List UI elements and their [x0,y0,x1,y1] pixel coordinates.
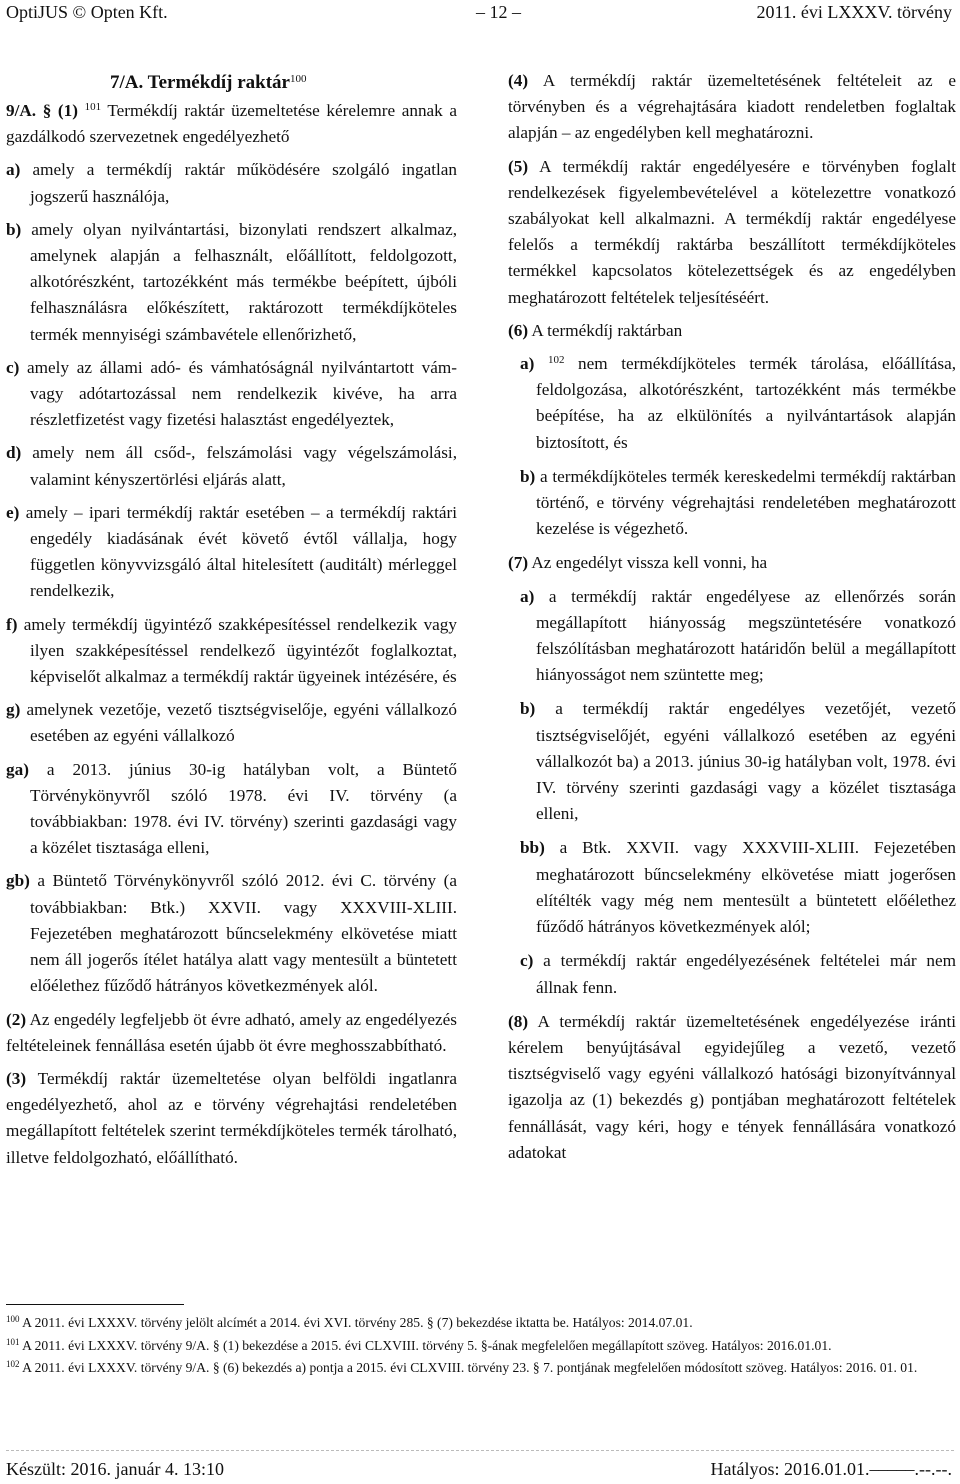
paragraph-4: (4) A termékdíj raktár üzemeltetésének feltételeit az e törvényben és a végrehajtására kiadott rendeletben foglaltak alapján – az engedélyben kell meghatározni. [508,71,956,143]
paragraph-3: (3) Termékdíj raktár üzemeltetése olyan belföldi ingatlanra engedélyezhető, ahol az e törvény végrehajtási rendeletében megállapított feltételek szerint termékdíjköteles termék tárolható, illetve feldolgozható, előállítható. [6,1068,457,1167]
paragraph-6-item-b: b) a termékdíjköteles termék kereskedelmi termékdíj raktárban történő, e törvény végrehajtási rendeletében meghatározott kezelése is végezhető. [520,466,956,539]
header-law-title: 2011. évi LXXXV. törvény [756,2,952,22]
paragraph-1: 9/A. § (1) $^{101}$ Termékdíj raktár üzemeltetése kérelemre annak a gazdálkodó szervezetnek engedélyezhető [6,101,458,147]
section-number: 9/A. § (1) [6,101,78,120]
header-page-number: – 12 – [476,2,521,22]
list-item-d: d) amely nem áll csőd-, felszámolási vagy végelszámolási, valamint kényszertörlési eljárás alatt, [6,443,457,489]
page-divider [6,1450,954,1451]
footnote-100: $^{100}$ A 2011. évi LXXXV. törvény jelölt alcímét a 2014. évi XVI. törvény 285. § (7) bekezdése iktatta be. Hatályos: 2014.07.01. [6,1314,693,1330]
list-item-g: g) amelynek vezetője, vezető tisztségviselője, egyéni vállalkozó esetében az egyéni vállalkozó [6,700,457,746]
paragraph-5: (5) A termékdíj raktár engedélyesére e törvényben foglalt rendelkezések figyelembevételével a kötelezettre vonatkozó szabályokat kell alkalmazni. A termékdíj raktár engedélyese felelős a termékdíj raktárba beszállított termékdíjköteles termékkel kapcsolatos kötelezettségek és az engedélyben meghatározott feltételek teljesítéséért. [508,156,956,307]
footnotes [6,1312,954,1380]
right-column [508,68,956,1173]
header-publisher: OptiJUS © Opten Kft. [6,2,168,22]
footnote-102: $^{102}$ A 2011. évi LXXXV. törvény 9/A. § (6) bekezdés a) pontja a 2015. évi CLXVIII. törvény 23. § 7. pontjának megfelelően módosított szöveg. Hatályos: 2016. 01. 01. [6,1359,918,1375]
footer-created: Készült: 2016. január 4. 13:10 [6,1459,224,1479]
list-subitem-ga: ga) a 2013. június 30-ig hatályban volt, a Büntető Törvénykönyvről szóló 1978. évi IV. törvény (a továbbiakban: 1978. évi IV. törvény) szerinti gazdasági vagy a közélet tisztasága elleni, [6,759,457,858]
list-item-c: c) amely az állami adó- és vámhatóságnál nyilvántartott vám- vagy adótartozással nem rendelkezik kivéve, ha arra részletfizetést vagy fizetési halasztást engedélyeztek, [6,357,457,430]
section-title: 7/A. Termékdíj raktár$^{100}$ [110,72,307,93]
page-header [6,2,952,32]
list-item-b: b) amely olyan nyilvántartási, bizonylati rendszert alkalmaz, amelynek alapján a felhasznált, előállított, feldolgozott, alkotórészként, tartozékként más termékbe beépített, újbóli felhasználásra előkészített, raktározott termékdíjköteles termék mennyiségi számbavétele ellenőrizhető, [6,219,457,344]
footnote-ref-100[interactable]: 100 [289,73,307,85]
list-subitem-gb: gb) a Büntető Törvénykönyvről szóló 2012. évi C. törvény (a továbbiakban: Btk.) XXVII. vagy XXXVIII-XLIII. Fejezetében meghatározott bűncselekmény elkövetése miatt nem áll jogerős ítélet hatálya alatt vagy mentesült a büntetett előélethez fűződő hátrányos következmények alól. [6,871,457,996]
footnote-ref-101[interactable]: 101 [84,101,102,113]
list-item-a: a) amely a termékdíj raktár működésére szolgáló ingatlan jogszerű használója, [6,160,457,206]
list-item-e: e) amely – ipari termékdíj raktár esetében – a termékdíj raktári engedély kiadásának évét követő évtől vállalja, hogy független könyvvizsgáló által hitelesített (auditált) mérleggel rendelkezik, [6,502,457,601]
footnote-ref-102[interactable]: 102 [547,354,565,367]
left-column [6,68,457,1178]
paragraph-6: (6) A termékdíj raktárban [508,320,683,340]
paragraph-7: (7) Az engedélyt vissza kell vonni, ha [508,553,768,573]
paragraph-2: (2) Az engedély legfeljebb öt évre adható, amely az engedélyezés feltételeinek fennállása esetén újabb öt évre meghosszabbítható. [6,1009,457,1055]
footnote-101: $^{101}$ A 2011. évi LXXXV. törvény 9/A. § (1) bekezdése a 2015. évi CLXVIII. törvény 5. §-ának megfelelően megállapított szöveg. Hatályos: 2016.01.01. [6,1336,832,1353]
paragraph-8: (8) A termékdíj raktár üzemeltetésének engedélyezése iránti kérelem benyújtásával egyidejűleg a vezető, vezető tisztségviselő vagy egyéni vállalkozó hatósági bizonyítvánnyal igazolja az (1) bekezdés g) pontjában meghatározott feltételek fennállását, vagy kéri, hogy e tények fennállására vonatkozó adatokat [508,1011,956,1162]
paragraph-7-item-c: c) a termékdíj raktár engedélyezésének feltételei már nem állnak fenn. [520,951,956,997]
paragraph-7-item-bb: bb) a Btk. XXVII. vagy XXXVIII-XLIII. Fejezetében meghatározott bűncselekmény elkövetése miatt jogerősen elítélték vagy még nem mentesült a büntetett előélethez fűződő hátrányos következmények alól; [520,838,956,937]
paragraph-6-item-a: a) $^{102}$ nem termékdíjköteles termék tárolása, előállítása, feldolgozása, alkotórészként, tartozékként más termékbe beépítése, ha az elkülönítés a nyilvántartások alapján biztosított, és [520,354,956,452]
footnote-divider [6,1304,184,1305]
footer-effective: Hatályos: 2016.01.01.–––––.--.--. [710,1459,952,1479]
paragraph-7-item-a: a) a termékdíj raktár engedélyese az ellenőrzés során megállapított hiányosság megszüntetésére vonatkozó felszólításban meghatározott határidőn belül a megállapított hiányosságot nem szüntette meg; [520,586,956,685]
list-item-f: f) amely termékdíj ügyintéző szakképesítéssel rendelkezik vagy ilyen szakképesítéssel rendelkező ügyintézőt foglalkoztat, képviselőt alkalmaz a termékdíj raktár ügyeinek intézésére, és [6,614,457,687]
paragraph-7-item-b: b) a termékdíj raktár engedélyes vezetőjét, vezető tisztségviselőjét, egyéni vállalkozó esetében az egyéni vállalkozót ba) a 2013. június 30-ig hatályban volt, 1978. évi IV. törvény szerinti gazdasági vagy a közélet tisztasága elleni, [520,699,956,824]
